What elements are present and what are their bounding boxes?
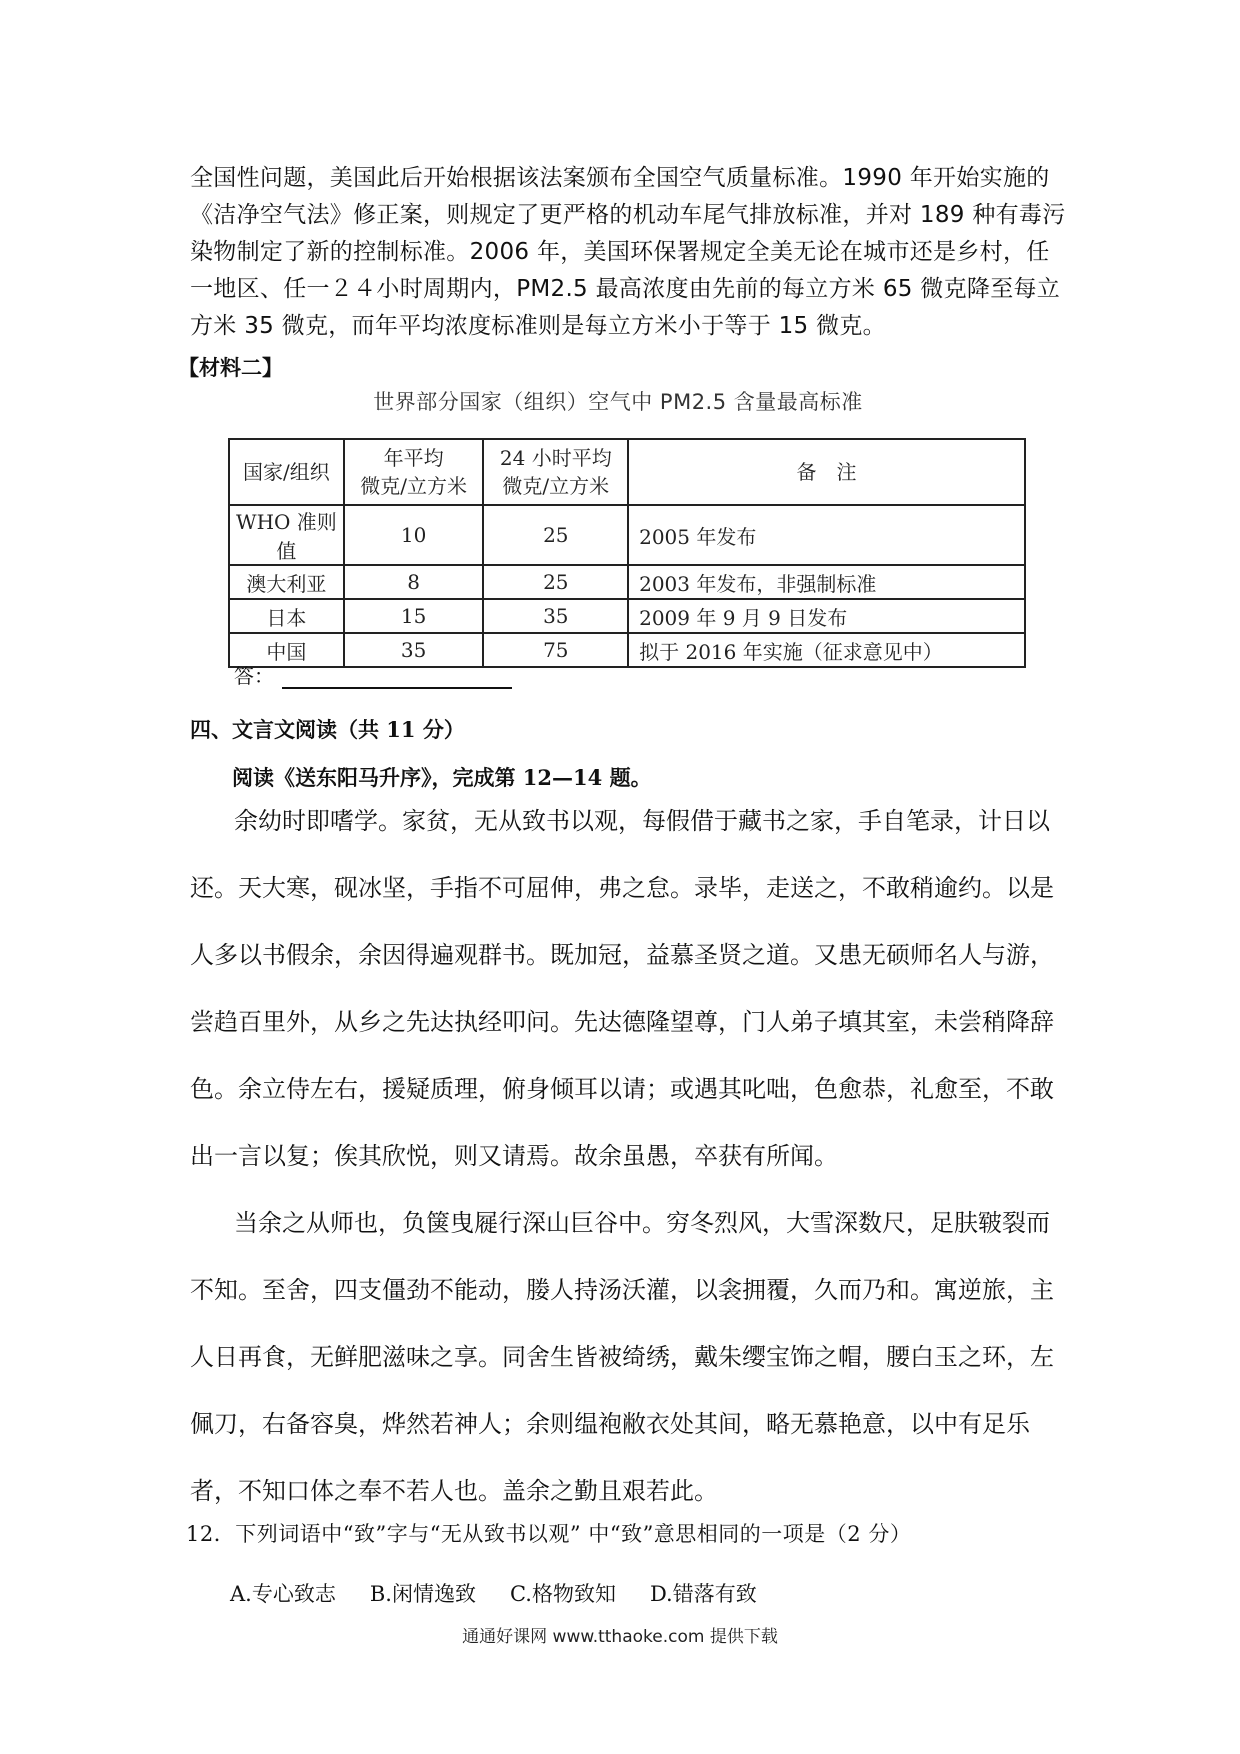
- table-row: [229, 599, 1025, 633]
- cell-country: 澳大利亚: [229, 565, 344, 599]
- cell-country: 中国: [229, 633, 344, 667]
- section-four-instruction: 阅读《送东阳马升序》，完成第 12—14 题。: [232, 765, 652, 790]
- table-row: [229, 565, 1025, 599]
- section-four-heading: 四、文言文阅读（共 11 分）: [190, 717, 465, 742]
- classical-paragraph-2: 当余之从师也，负箧曳屣行深山巨谷中。穷冬烈风，大雪深数尺，足肤皲裂而不知。至舍，四支僵劲不能动，媵人持汤沃灌，以衾拥覆，久而乃和。寓逆旅，主人日再食，无鲜肥滋味之享。同舍生皆被绮绣，戴朱缨宝饰之帽，腰白玉之环，左佩刀，右备容臭，烨然若神人；余则缊袍敝衣处其间，略无慕艳意，以中有足乐者，不知口体之奉不若人也。盖余之勤且艰若此。: [190, 1209, 1054, 1505]
- question-12-stem: 12．下列词语中“致”字与“无从致书以观” 中“致”意思相同的一项是（2 分）: [186, 1522, 912, 1546]
- answer-blank-line[interactable]: [282, 667, 512, 689]
- cell-annual: 15: [344, 599, 484, 633]
- header-annual-unit: 微克/立方米: [360, 474, 468, 498]
- header-note: 备 注: [628, 439, 1025, 505]
- option-d: D.错落有致: [649, 1582, 757, 1606]
- material-two-label: 【材料二】: [178, 356, 283, 380]
- header-daily: [483, 439, 628, 505]
- answer-label: 答：: [234, 664, 274, 688]
- question-12-options: [230, 1578, 791, 1608]
- option-a: A.专心致志: [230, 1582, 336, 1606]
- option-b: B.闲情逸致: [369, 1582, 476, 1606]
- table-title: 世界部分国家（组织）空气中 PM2.5 含量最高标准: [373, 390, 863, 414]
- intro-passage: [190, 160, 1070, 345]
- classical-passage: [190, 788, 1070, 1525]
- cell-daily: 25: [483, 565, 628, 599]
- cell-daily: 75: [483, 633, 628, 667]
- cell-note: 拟于 2016 年实施（征求意见中）: [628, 633, 1025, 667]
- intro-paragraph: 全国性问题，美国此后开始根据该法案颁布全国空气质量标准。1990 年开始实施的《洁净空气法》修正案，则规定了更严格的机动车尾气排放标准，并对 189 种有毒污染物制定了新的控制标准。2006 年，美国环保署规定全美无论在城市还是乡村，任一地区、任一２４小时周期内，PM2.5 最高浓度由先前的每立方米 65 微克降至每立方米 35 微克，而年平均浓度标准则是每立方米小于等于 15 微克。: [190, 165, 1066, 339]
- header-daily-title: 24 小时平均: [499, 446, 612, 470]
- cell-note: 2009 年 9 月 9 日发布: [628, 599, 1025, 633]
- cell-annual: 35: [344, 633, 484, 667]
- header-daily-unit: 微克/立方米: [502, 474, 610, 498]
- answer-field: [234, 660, 512, 689]
- cell-annual: 10: [344, 505, 484, 565]
- header-annual: [344, 439, 484, 505]
- table-header-row: [229, 439, 1025, 505]
- classical-paragraph-1: 余幼时即嗜学。家贫，无从致书以观，每假借于藏书之家，手自笔录，计日以还。天大寒，砚冰坚，手指不可屈伸，弗之怠。录毕，走送之，不敢稍逾约。以是人多以书假余，余因得遍观群书。既加冠，益慕圣贤之道。又患无硕师名人与游，尝趋百里外，从乡之先达执经叩问。先达德隆望尊，门人弟子填其室，未尝稍降辞色。余立侍左右，援疑质理，俯身倾耳以请；或遇其叱咄，色愈恭，礼愈至，不敢出一言以复；俟其欣悦，则又请焉。故余虽愚，卒获有所闻。: [190, 807, 1054, 1170]
- header-country: 国家/组织: [229, 439, 344, 505]
- table-row: [229, 505, 1025, 565]
- cell-annual: 8: [344, 565, 484, 599]
- option-c: C.格物致知: [509, 1582, 616, 1606]
- cell-note: 2003 年发布，非强制标准: [628, 565, 1025, 599]
- cell-daily: 35: [483, 599, 628, 633]
- cell-country: 日本: [229, 599, 344, 633]
- pm25-standards-table: [228, 438, 1026, 668]
- cell-country: WHO 准则值: [229, 505, 344, 565]
- page-footer: 通通好课网 www.tthaoke.com 提供下载: [462, 1627, 778, 1647]
- header-annual-title: 年平均: [383, 446, 444, 470]
- cell-note: 2005 年发布: [628, 505, 1025, 565]
- cell-daily: 25: [483, 505, 628, 565]
